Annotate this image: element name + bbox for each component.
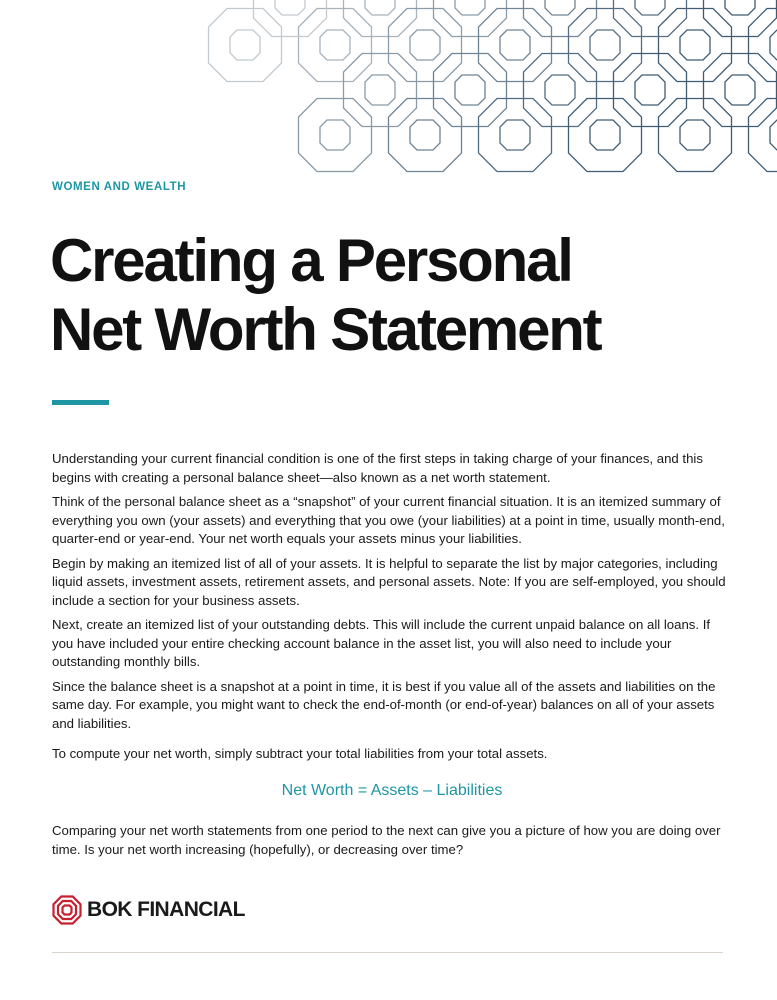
pattern-octagon [614, 0, 687, 37]
pattern-octagon-inner [320, 120, 350, 150]
pattern-octagon [749, 9, 777, 82]
paragraph-closing: Comparing your net worth statements from one period to the next can give you a picture of how you are doing over time. Is your net worth increasing (hopefully), or decreasing over time? [52, 823, 721, 857]
pattern-octagon-inner [725, 0, 755, 15]
pattern-octagon [524, 54, 597, 127]
paragraph-snapshot: Think of the personal balance sheet as a “snapshot” of your current financial situation. It is an itemized summary of everything you own (your assets) and everything that you owe (your liabilities) at a point in time, usually month-end, quarter-end or year-end. Your net worth equals your assets minus your liabilities. [52, 494, 725, 546]
pattern-octagon-inner [365, 0, 395, 15]
pattern-octagon-inner [455, 0, 485, 15]
pattern-octagon-inner [275, 0, 305, 15]
pattern-octagon [569, 99, 642, 172]
pattern-octagon [749, 99, 777, 172]
pattern-octagon-inner [635, 0, 665, 15]
bok-financial-logo [52, 895, 245, 925]
pattern-octagon [299, 9, 372, 82]
pattern-octagon-inner [545, 75, 575, 105]
net-worth-formula: Net Worth = Assets – Liabilities [281, 781, 503, 799]
page-title [50, 226, 600, 364]
pattern-octagon [479, 9, 552, 82]
pattern-octagon [524, 0, 597, 37]
logo-wordmark: BOK FINANCIAL [87, 898, 245, 921]
pattern-octagon [389, 99, 462, 172]
pattern-octagon-inner [680, 30, 710, 60]
pattern-octagon-inner [410, 120, 440, 150]
pattern-octagon [479, 99, 552, 172]
pattern-octagon [254, 0, 327, 37]
article-body [52, 450, 732, 865]
pattern-octagon-inner [545, 0, 575, 15]
title-line-2: Net Worth Statement [50, 296, 601, 363]
pattern-octagon-inner [455, 75, 485, 105]
pattern-octagon-inner [365, 75, 395, 105]
pattern-octagon-inner [635, 75, 665, 105]
pattern-octagon [434, 0, 507, 37]
pattern-octagon [704, 0, 777, 37]
pattern-octagon-inner [230, 30, 260, 60]
section-eyebrow: WOMEN AND WEALTH [52, 181, 187, 193]
pattern-octagon [434, 54, 507, 127]
bok-financial-logo-icon [52, 895, 82, 925]
pattern-octagon [659, 9, 732, 82]
pattern-octagon-inner [590, 120, 620, 150]
pattern-octagon-inner [680, 120, 710, 150]
pattern-octagon-inner [725, 75, 755, 105]
paragraph-debts: Next, create an itemized list of your outstanding debts. This will include the current unpaid balance on all loans. If you have included your entire checking account balance in the asset list, you will also need to include your outstanding monthly bills. [52, 617, 711, 669]
pattern-octagon-inner [770, 120, 777, 150]
pattern-octagon [344, 54, 417, 127]
pattern-octagon-inner [770, 30, 777, 60]
pattern-octagon [344, 0, 417, 37]
paragraph-intro: Understanding your current financial condition is one of the first steps in taking charge of your finances, and this begins with creating a personal balance sheet—also known as a net worth statement. [52, 451, 703, 485]
pattern-octagon [209, 9, 282, 82]
pattern-octagon-inner [590, 30, 620, 60]
pattern-octagon [569, 9, 642, 82]
pattern-octagon [659, 99, 732, 172]
title-accent-bar [52, 400, 109, 405]
title-line-1: Creating a Personal [50, 227, 572, 294]
pattern-octagon [614, 54, 687, 127]
pattern-octagon-inner [320, 30, 350, 60]
footer-divider [52, 952, 723, 953]
paragraph-assets: Begin by making an itemized list of all of your assets. It is helpful to separate the list by major categories, including liquid assets, investment assets, retirement assets, and personal assets. Note: If you are self-employed, you should include a section for your business assets. [52, 555, 726, 608]
pattern-octagon-inner [500, 30, 530, 60]
paragraph-compute: To compute your net worth, simply subtract your total liabilities from your total assets. [52, 746, 548, 761]
paragraph-same-day: Since the balance sheet is a snapshot at a point in time, it is best if you value all of the assets and liabilities on the same day. For example, you might want to check the end-of-month (or end-of-year) balances on all of your assets and liabilities. [52, 678, 716, 731]
pattern-octagon-inner [410, 30, 440, 60]
pattern-octagon [389, 9, 462, 82]
header-pattern [0, 0, 777, 180]
pattern-octagon-inner [500, 120, 530, 150]
pattern-octagon [299, 99, 372, 172]
pattern-octagon [704, 54, 777, 127]
